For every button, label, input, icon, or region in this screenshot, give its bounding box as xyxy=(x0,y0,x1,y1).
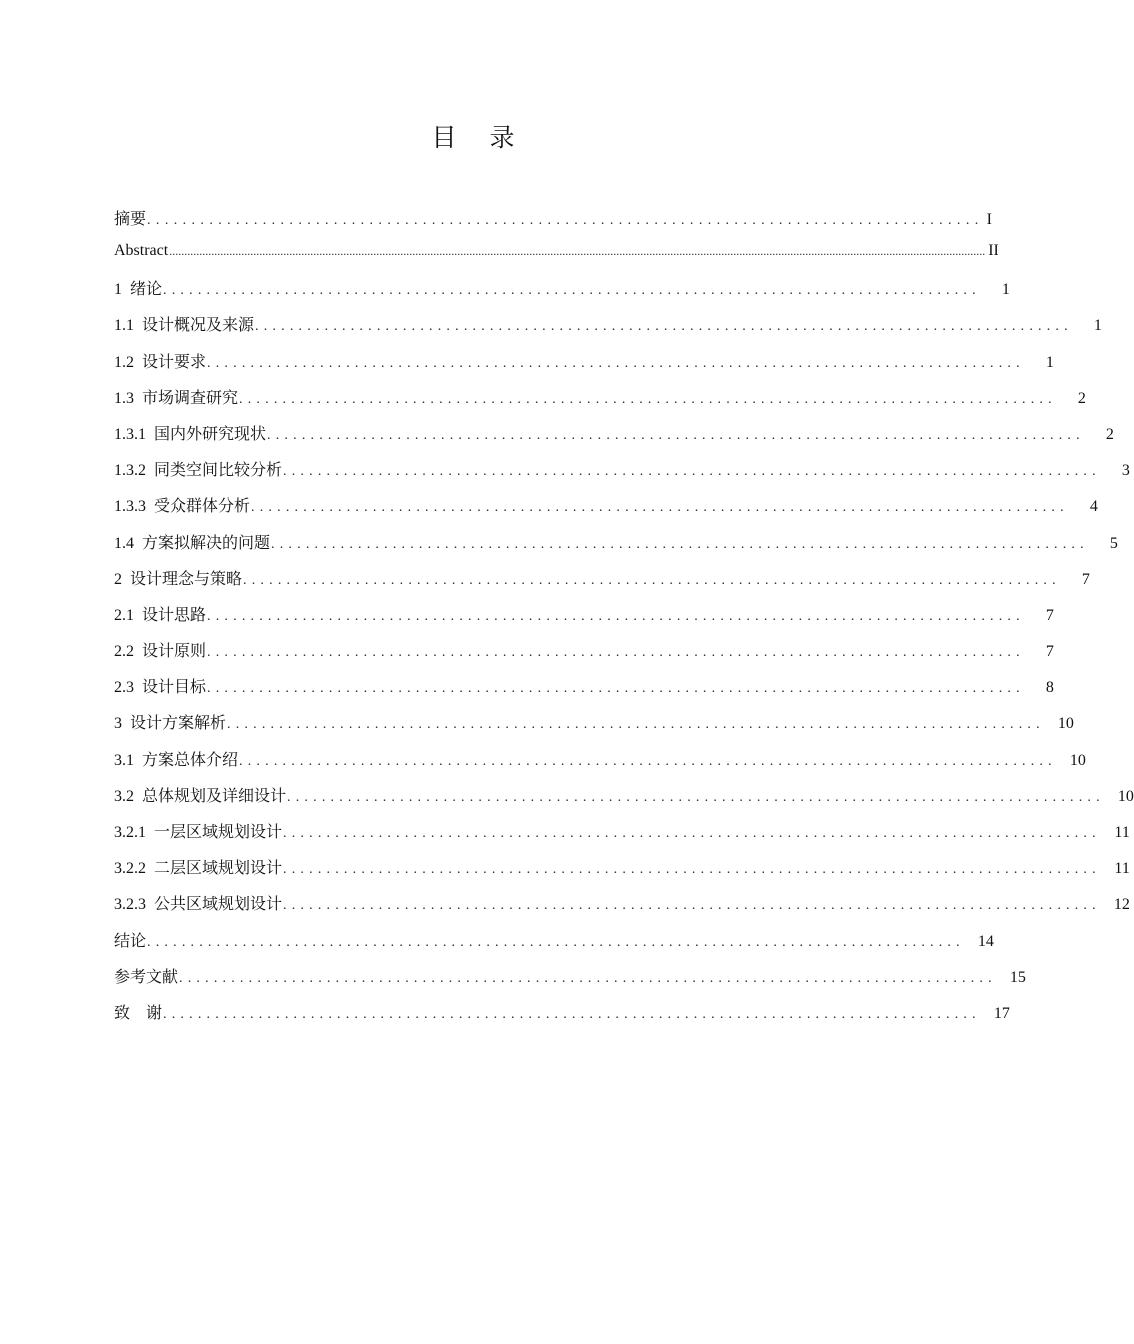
toc-entry[interactable] xyxy=(114,964,1026,1000)
toc-entry-page: 1 xyxy=(1045,353,1054,371)
dot-leader: .............................................................................................. xyxy=(163,283,981,299)
toc-entry-text: 设计概况及来源 xyxy=(142,317,255,335)
toc-entry-number: 3.1 xyxy=(114,751,134,769)
toc-entry-page: 15 xyxy=(1009,968,1026,986)
toc-entry-number: 1.2 xyxy=(114,353,134,371)
toc-entry-text: 致 谢 xyxy=(114,1004,163,1022)
toc-entry-text: 受众群体分析 xyxy=(154,498,251,516)
toc-entry[interactable] xyxy=(114,530,1118,566)
dot-leader: .............................................................................................. xyxy=(283,826,1101,841)
dot-leader: .............................................................................................. xyxy=(207,681,1025,697)
dot-leader: .............................................................................................. xyxy=(283,464,1101,480)
toc-entry-page: 7 xyxy=(1045,606,1054,624)
dot-leader: ................................................................................................................................................................................................................................................................................ xyxy=(169,244,986,259)
toc-entry-page: 1 xyxy=(1093,317,1102,335)
toc-entry-text: 设计要求 xyxy=(142,353,207,371)
toc-entry-label xyxy=(114,457,282,480)
toc-entry-text: 摘要 xyxy=(114,211,147,228)
toc-entry-number: 1.3.1 xyxy=(114,425,146,443)
toc-entry-text: 方案拟解决的问题 xyxy=(142,534,271,552)
dot-leader: .............................................................................................. xyxy=(283,862,1101,878)
toc-entry-label xyxy=(114,819,282,842)
toc-entry-page: 11 xyxy=(1114,824,1130,841)
dot-leader: .............................................................................................. xyxy=(163,1006,981,1022)
toc-entry[interactable] xyxy=(114,276,1010,312)
toc-entry[interactable] xyxy=(114,602,1054,638)
toc-entry-text: 方案总体介绍 xyxy=(142,751,239,769)
dot-leader: .............................................................................................. xyxy=(227,717,1045,733)
dot-leader: .............................................................................................. xyxy=(179,970,997,986)
toc-entry-label xyxy=(114,421,266,444)
toc-list xyxy=(114,206,1134,1036)
dot-leader: .............................................................................................. xyxy=(207,355,1025,371)
toc-entry-number: 2.2 xyxy=(114,643,134,661)
toc-entry-text: 市场调查研究 xyxy=(142,389,239,407)
toc-entry-number: 2.1 xyxy=(114,606,134,624)
toc-entry-label xyxy=(114,206,146,229)
toc-entry-text: 设计方案解析 xyxy=(130,715,227,733)
toc-entry-text: 设计理念与策略 xyxy=(130,570,243,588)
dot-leader: .............................................................................................. xyxy=(287,789,1105,805)
toc-entry-page: 7 xyxy=(1081,570,1090,588)
toc-entry[interactable] xyxy=(114,242,999,276)
toc-entry[interactable] xyxy=(114,421,1114,457)
toc-entry-number: 1 xyxy=(114,281,122,299)
toc-entry-label xyxy=(114,566,242,589)
toc-entry-label xyxy=(114,783,286,806)
toc-entry-page: 17 xyxy=(993,1004,1010,1022)
toc-entry[interactable] xyxy=(114,312,1102,348)
toc-entry-number: 3.2.1 xyxy=(114,824,146,841)
toc-entry[interactable] xyxy=(114,928,994,964)
toc-entry-label xyxy=(114,602,206,625)
toc-entry-page: 10 xyxy=(1069,751,1086,769)
dot-leader: .............................................................................................. xyxy=(239,753,1057,769)
toc-entry-text: 参考文献 xyxy=(114,968,179,986)
toc-entry-text: 结论 xyxy=(114,932,147,950)
toc-entry-label xyxy=(114,891,282,914)
toc-entry[interactable] xyxy=(114,891,1130,927)
toc-entry-page: 14 xyxy=(977,932,994,950)
dot-leader: .............................................................................................. xyxy=(267,427,1085,443)
toc-entry-page: 7 xyxy=(1045,643,1054,661)
toc-entry-number: 3 xyxy=(114,715,122,733)
toc-entry-label xyxy=(114,1000,162,1023)
toc-entry-text: 设计目标 xyxy=(142,679,207,697)
toc-entry-number: 3.2 xyxy=(114,787,134,805)
dot-leader: .............................................................................................. xyxy=(147,213,984,228)
toc-entry-number: 1.3.3 xyxy=(114,498,146,516)
toc-entry[interactable] xyxy=(114,206,992,242)
toc-entry-label xyxy=(114,710,226,733)
toc-entry-page: II xyxy=(988,242,999,260)
toc-entry-number: 1.3 xyxy=(114,389,134,407)
toc-entry-label xyxy=(114,855,282,878)
toc-entry[interactable] xyxy=(114,493,1098,529)
toc-entry-page: 2 xyxy=(1077,389,1086,407)
toc-entry-page: 8 xyxy=(1045,679,1054,697)
toc-entry[interactable] xyxy=(114,710,1074,746)
toc-entry-label xyxy=(114,638,206,661)
toc-entry-number: 1.3.2 xyxy=(114,462,146,480)
toc-entry-text: 总体规划及详细设计 xyxy=(142,787,287,805)
toc-entry-text: 公共区域规划设计 xyxy=(154,896,283,914)
toc-entry-label xyxy=(114,928,146,951)
toc-entry[interactable] xyxy=(114,385,1086,421)
toc-entry[interactable] xyxy=(114,1000,1010,1036)
toc-entry[interactable] xyxy=(114,457,1130,493)
toc-entry-text: 设计原则 xyxy=(142,643,207,661)
toc-entry-page: 5 xyxy=(1109,534,1118,552)
toc-entry-page: 11 xyxy=(1114,860,1130,878)
toc-entry-text: 国内外研究现状 xyxy=(154,425,267,443)
dot-leader: .............................................................................................. xyxy=(255,319,1073,335)
dot-leader: .............................................................................................. xyxy=(283,898,1101,914)
toc-entry-label xyxy=(114,312,254,335)
toc-entry-page: 4 xyxy=(1089,498,1098,516)
dot-leader: .............................................................................................. xyxy=(147,934,965,950)
toc-entry-text: 绪论 xyxy=(130,281,163,299)
toc-entry-label xyxy=(114,530,270,553)
toc-entry-number: 3.2.3 xyxy=(114,896,146,914)
toc-entry-number: 1.1 xyxy=(114,317,134,335)
dot-leader: .............................................................................................. xyxy=(243,572,1061,588)
toc-entry[interactable] xyxy=(114,638,1054,674)
toc-entry[interactable] xyxy=(114,747,1086,783)
toc-entry-text: 一层区域规划设计 xyxy=(154,824,283,841)
toc-entry-page: 10 xyxy=(1057,715,1074,733)
toc-entry-page: 3 xyxy=(1121,462,1130,480)
toc-entry-text: Abstract xyxy=(114,242,169,260)
toc-entry-number: 3.2.2 xyxy=(114,860,146,878)
toc-title: 目 录 xyxy=(431,123,519,152)
toc-entry-text: 设计思路 xyxy=(142,606,207,624)
toc-entry[interactable] xyxy=(114,349,1054,385)
toc-entry-label xyxy=(114,349,206,372)
dot-leader: .............................................................................................. xyxy=(271,536,1089,552)
toc-entry[interactable] xyxy=(114,674,1054,710)
dot-leader: .............................................................................................. xyxy=(251,500,1069,516)
dot-leader: .............................................................................................. xyxy=(207,608,1025,624)
toc-entry-number: 2.3 xyxy=(114,679,134,697)
toc-entry-page: 12 xyxy=(1113,896,1130,914)
toc-entry-label xyxy=(114,493,250,516)
toc-entry-number: 2 xyxy=(114,570,122,588)
toc-entry-page: 1 xyxy=(1001,281,1010,299)
toc-entry-label xyxy=(114,674,206,697)
toc-entry-label xyxy=(114,242,168,260)
toc-entry-text: 同类空间比较分析 xyxy=(154,462,283,480)
dot-leader: .............................................................................................. xyxy=(207,645,1025,661)
toc-entry-label xyxy=(114,385,238,408)
toc-entry[interactable] xyxy=(114,819,1130,855)
toc-entry[interactable] xyxy=(114,783,1134,819)
dot-leader: .............................................................................................. xyxy=(239,391,1057,407)
toc-entry-page: 2 xyxy=(1105,425,1114,443)
toc-entry[interactable] xyxy=(114,566,1090,602)
toc-entry-label xyxy=(114,276,162,299)
toc-entry-label xyxy=(114,964,178,987)
toc-entry-label xyxy=(114,747,238,770)
toc-entry-number: 1.4 xyxy=(114,534,134,552)
toc-entry[interactable] xyxy=(114,855,1130,891)
toc-entry-page: I xyxy=(986,211,992,228)
toc-entry-page: 10 xyxy=(1117,787,1134,805)
toc-entry-text: 二层区域规划设计 xyxy=(154,860,283,878)
